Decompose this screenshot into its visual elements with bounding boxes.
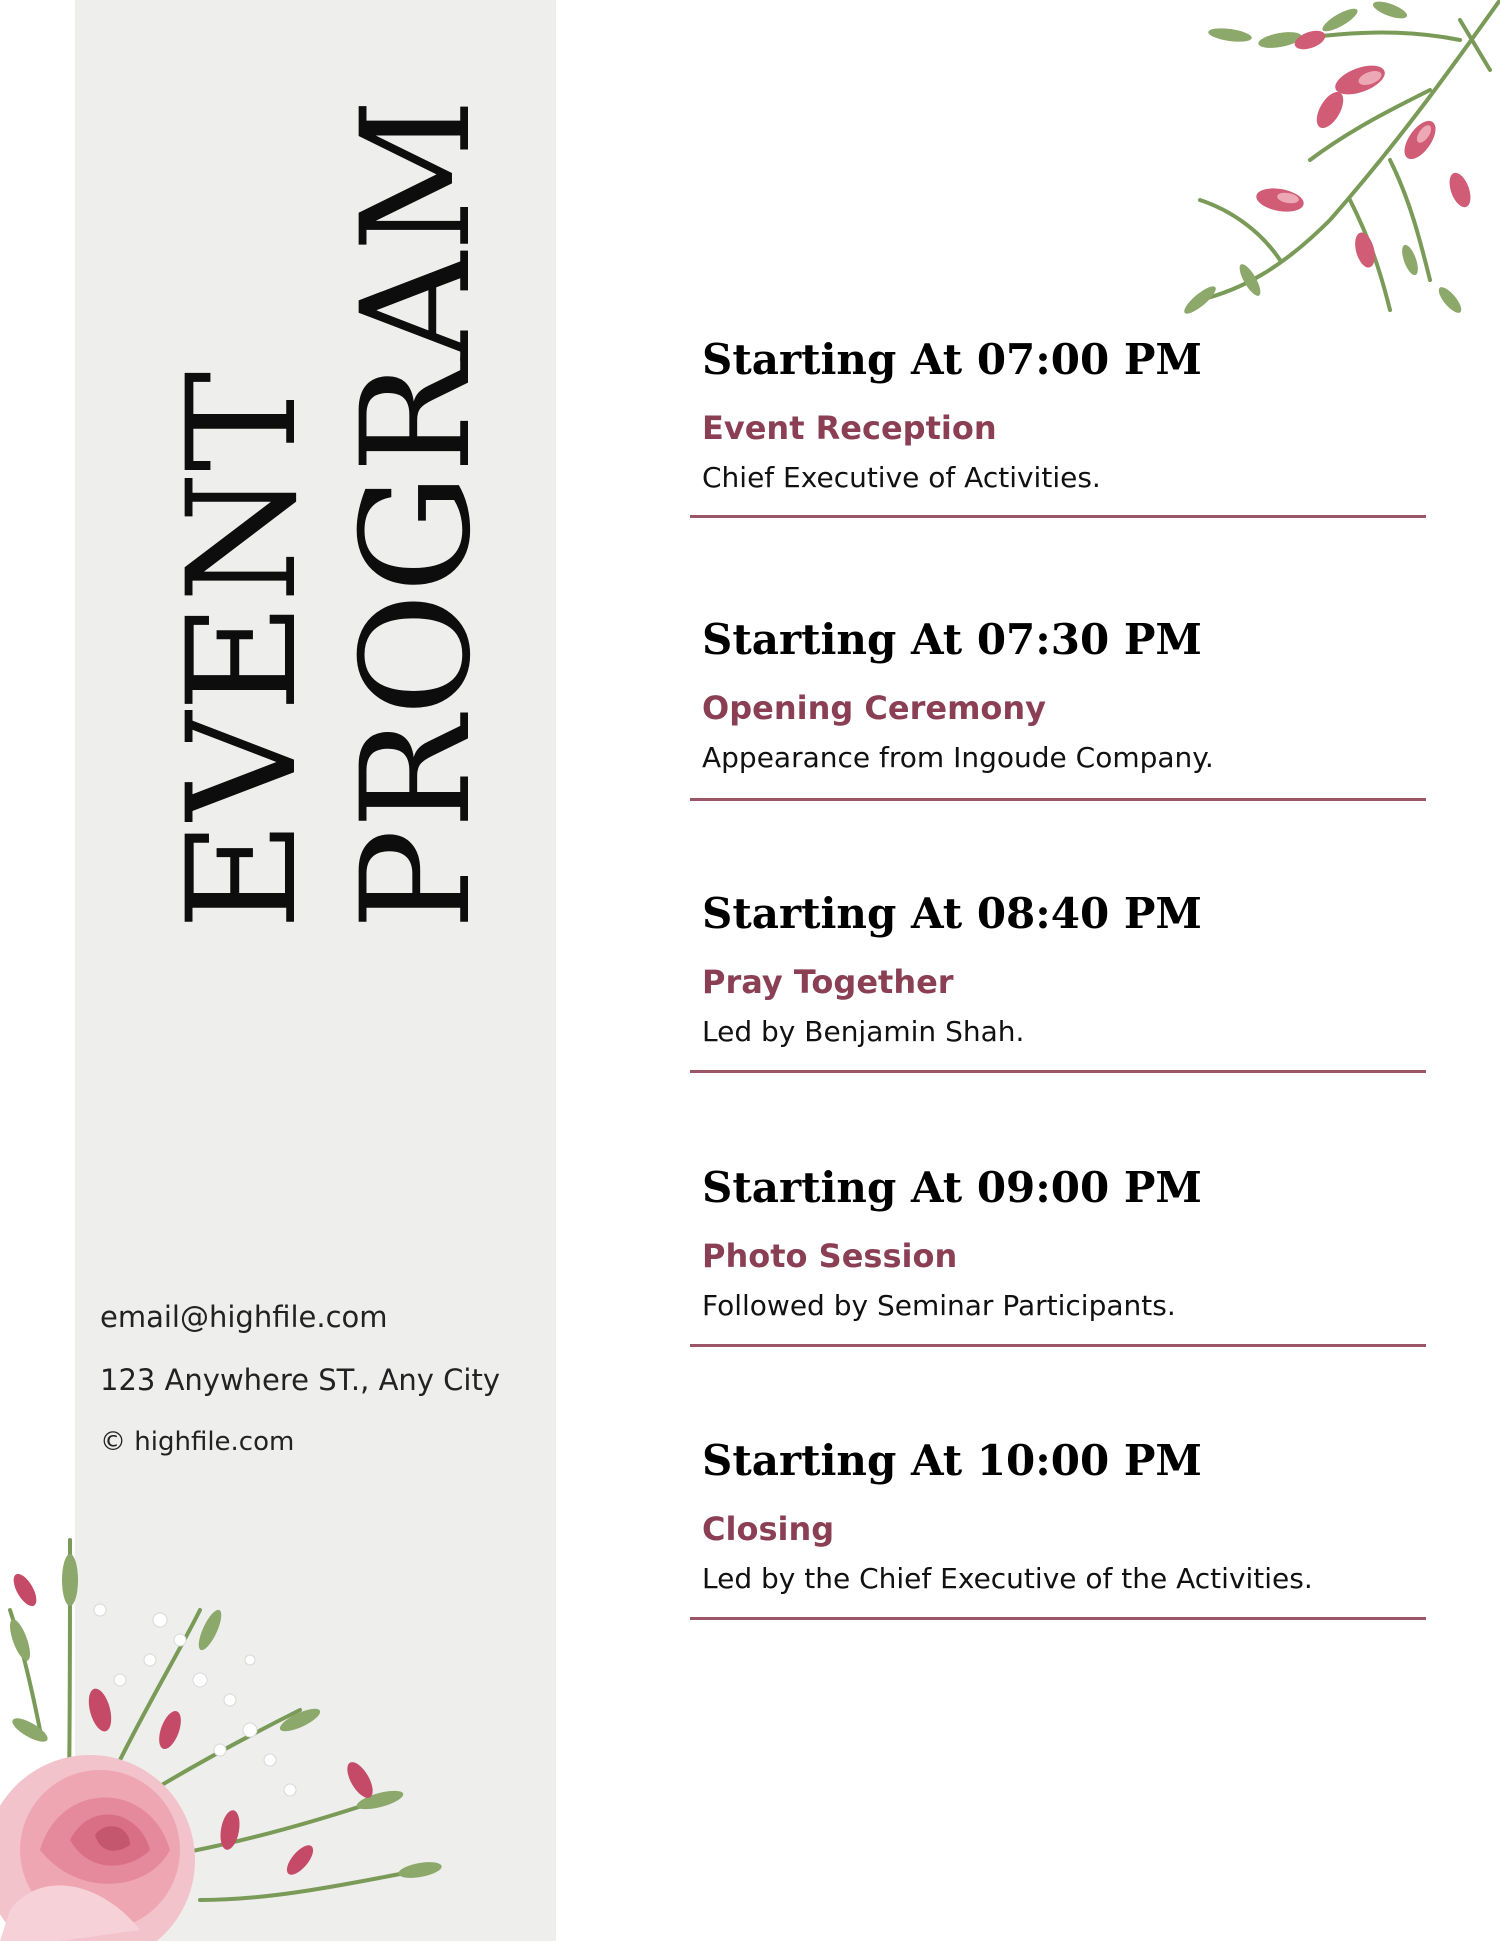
schedule-event-name: Opening Ceremony xyxy=(702,689,1047,727)
schedule-time: Starting At 07:00 PM xyxy=(702,335,1202,384)
schedule-item xyxy=(690,1436,1426,1636)
contact-address: 123 Anywhere ST., Any City xyxy=(100,1363,501,1397)
schedule-event-name: Photo Session xyxy=(702,1237,958,1275)
title-program: PROGRAM xyxy=(330,98,504,930)
schedule-description: Led by the Chief Executive of the Activities. xyxy=(702,1562,1313,1595)
schedule-item xyxy=(690,889,1426,1089)
schedule-description: Followed by Seminar Participants. xyxy=(702,1289,1176,1322)
schedule-event-name: Pray Together xyxy=(702,963,954,1001)
contact-email: email@highfile.com xyxy=(100,1300,388,1334)
schedule-item xyxy=(690,1163,1426,1363)
divider xyxy=(690,1617,1426,1620)
schedule-time: Starting At 07:30 PM xyxy=(702,615,1202,664)
schedule-item xyxy=(690,335,1426,535)
divider xyxy=(690,515,1426,518)
divider xyxy=(690,798,1426,801)
schedule-event-name: Event Reception xyxy=(702,409,997,447)
schedule-description: Chief Executive of Activities. xyxy=(702,461,1101,494)
divider xyxy=(690,1070,1426,1073)
schedule-time: Starting At 08:40 PM xyxy=(702,889,1202,938)
rose-bouquet-icon xyxy=(0,1530,460,1941)
divider xyxy=(690,1344,1426,1347)
schedule-time: Starting At 09:00 PM xyxy=(702,1163,1202,1212)
schedule-time: Starting At 10:00 PM xyxy=(702,1436,1202,1485)
contact-website: © highfile.com xyxy=(100,1427,295,1457)
schedule-description: Led by Benjamin Shah. xyxy=(702,1015,1025,1048)
floral-branch-icon xyxy=(1160,0,1500,360)
schedule-event-name: Closing xyxy=(702,1510,835,1548)
schedule-description: Appearance from Ingoude Company. xyxy=(702,741,1214,774)
title-event: EVENT xyxy=(156,371,330,930)
schedule-item xyxy=(690,615,1426,815)
